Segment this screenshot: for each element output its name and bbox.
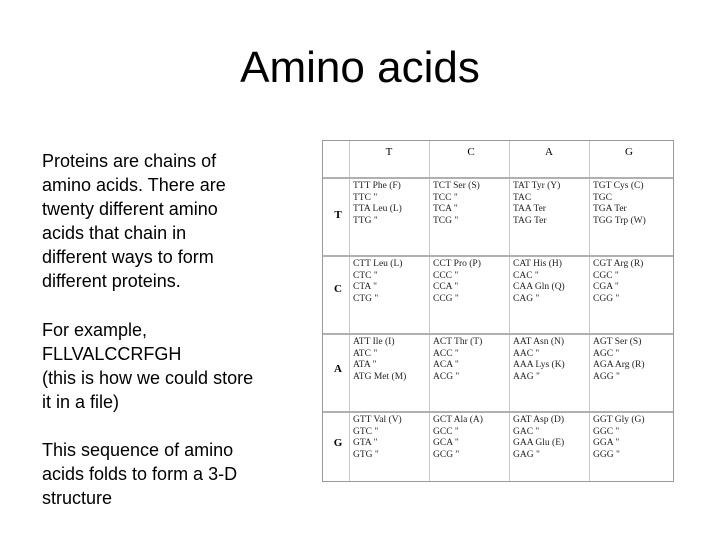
codon-cell (433, 337, 482, 383)
codon-cell (593, 181, 646, 227)
codon-entry: GCC " (433, 426, 459, 437)
table-column-divider (349, 141, 350, 481)
codon-cell (433, 415, 483, 461)
codon-entry: TAC (513, 192, 532, 203)
column-header: T (385, 146, 393, 158)
text-line: (this is how we could store (42, 368, 254, 388)
codon-entry: TAG Ter (513, 215, 547, 226)
codon-entry: AAA Lys (K) (513, 360, 565, 370)
codon-entry: ACA " (433, 360, 459, 370)
codon-entry: CTG " (353, 293, 379, 304)
codon-entry: CAG " (513, 293, 540, 304)
codon-entry: CAA Gln (Q) (513, 282, 565, 292)
codon-entry: CCT Pro (P) (433, 259, 481, 269)
codon-entry: CTC " (353, 270, 378, 281)
codon-entry: TAT Tyr (Y) (513, 181, 561, 191)
text-line: FLLVALCCRFGH (42, 344, 182, 364)
codon-entry: GTC " (353, 426, 379, 437)
codon-entry: GAG " (513, 449, 540, 460)
codon-entry: TTC " (353, 192, 378, 203)
row-header: T (334, 209, 342, 221)
table-column-divider (589, 141, 590, 481)
text-line: structure (42, 488, 113, 508)
codon-cell (433, 181, 480, 227)
codon-cell (433, 259, 481, 305)
codon-entry: TCG " (433, 215, 459, 226)
text-line: different ways to form (42, 247, 214, 267)
codon-entry: TCT Ser (S) (433, 181, 480, 191)
codon-cell (353, 259, 402, 305)
codon-entry: TTG " (353, 215, 378, 226)
text-line: acids that chain in (42, 223, 187, 243)
codon-cell (513, 337, 565, 383)
codon-entry: CTA " (353, 282, 377, 292)
table-row-divider (323, 177, 673, 179)
text-line: amino acids. There are (42, 175, 226, 195)
codon-entry: AGT Ser (S) (593, 337, 642, 347)
codon-entry: CAC " (513, 270, 539, 281)
codon-entry: TGT Cys (C) (593, 181, 644, 191)
codon-entry: ATA " (353, 360, 377, 370)
slide-title: Amino acids (240, 43, 480, 92)
codon-entry: AAC " (513, 348, 540, 359)
table-row-divider (323, 255, 673, 257)
codon-cell (353, 337, 406, 383)
table-column-divider (509, 141, 510, 481)
codon-cell (513, 415, 564, 461)
codon-entry: GCA " (433, 438, 459, 448)
codon-cell (513, 181, 560, 227)
codon-entry: ACC " (433, 348, 459, 359)
codon-entry: TAA Ter (513, 204, 546, 214)
codon-entry: CAT His (H) (513, 259, 562, 269)
text-line: acids folds to form a 3-D (42, 464, 238, 484)
text-line: Proteins are chains of (42, 151, 217, 171)
codon-entry: TTT Phe (F) (353, 181, 401, 191)
row-header: C (334, 283, 342, 295)
codon-entry: CGT Arg (R) (593, 259, 644, 269)
codon-cell (593, 259, 643, 305)
codon-entry: CTT Leu (L) (353, 259, 403, 269)
codon-entry: CGA " (593, 282, 619, 292)
codon-entry: GAC " (513, 426, 540, 437)
codon-entry: TGC (593, 192, 612, 203)
codon-cell (513, 259, 565, 305)
codon-entry: AAG " (513, 371, 540, 382)
codon-entry: TCA " (433, 204, 458, 214)
codon-entry: GGG " (593, 449, 620, 460)
codon-entry: CGC " (593, 270, 619, 281)
codon-entry: CGG " (593, 293, 620, 304)
table-row-divider (323, 411, 673, 413)
codon-entry: GCG " (433, 449, 460, 460)
codon-cell (353, 181, 402, 227)
codon-entry: GTT Val (V) (353, 415, 402, 425)
codon-entry: AAT Asn (N) (513, 337, 565, 347)
row-header: G (333, 437, 343, 449)
codon-entry: CCC " (433, 270, 459, 281)
paragraph-folding (42, 438, 292, 510)
text-line: For example, (42, 320, 148, 340)
codon-entry: TGG Trp (W) (593, 215, 646, 226)
codon-entry: GTA " (353, 438, 378, 448)
codon-entry: TTA Leu (L) (353, 204, 402, 214)
codon-entry: ACG " (433, 371, 460, 382)
codon-entry: CCG " (433, 293, 459, 304)
codon-entry: GCT Ala (A) (433, 415, 483, 425)
row-header: A (334, 363, 342, 375)
codon-entry: TCC " (433, 192, 458, 203)
codon-cell (593, 415, 645, 461)
codon-table-image (322, 140, 674, 482)
codon-entry: GGT Gly (G) (593, 415, 645, 425)
codon-entry: ACT Thr (T) (433, 337, 483, 347)
codon-entry: GGC " (593, 426, 620, 437)
paragraph-example (42, 318, 292, 414)
codon-cell (353, 415, 402, 461)
codon-entry: GGA " (593, 438, 620, 448)
codon-entry: GAA Glu (E) (513, 438, 565, 448)
column-header: C (467, 146, 475, 158)
text-line: This sequence of amino (42, 440, 234, 460)
text-line: different proteins. (42, 271, 181, 291)
column-header: G (625, 146, 633, 158)
codon-entry: GAT Asp (D) (513, 415, 565, 425)
codon-entry: ATC " (353, 348, 378, 359)
codon-entry: AGC " (593, 348, 620, 359)
text-line: twenty different amino (42, 199, 218, 219)
table-column-divider (429, 141, 430, 481)
codon-entry: GTG " (353, 449, 379, 460)
paragraph-proteins (42, 149, 292, 293)
codon-entry: TGA Ter (593, 204, 627, 214)
codon-entry: AGA Arg (R) (593, 360, 645, 370)
codon-entry: ATT Ile (I) (353, 337, 395, 347)
column-header: A (545, 146, 553, 158)
table-row-divider (323, 333, 673, 335)
text-line: it in a file) (42, 392, 120, 412)
codon-cell (593, 337, 645, 383)
codon-entry: CCA " (433, 282, 459, 292)
codon-entry: ATG Met (M) (353, 371, 407, 382)
codon-entry: AGG " (593, 371, 620, 382)
